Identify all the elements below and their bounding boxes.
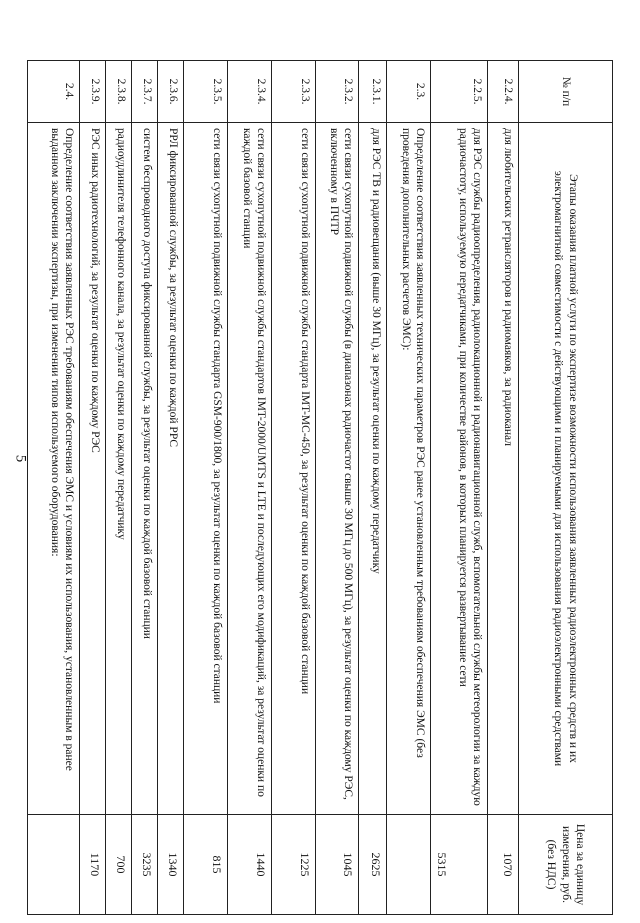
row-number: 2.3.1.: [359, 61, 387, 123]
row-price: 1170: [80, 815, 106, 915]
row-price: 3235: [132, 815, 158, 915]
row-number: 2.3.8.: [106, 61, 132, 123]
table-row: [80, 61, 106, 915]
table-row: [431, 61, 488, 915]
row-number: 2.3.5.: [184, 61, 228, 123]
row-price: 815: [184, 815, 228, 915]
row-text: РЭС иных радиотехнологий, за результат оценки по каждому РЭС: [80, 123, 106, 815]
price-table: [27, 60, 613, 915]
row-price: 5315: [431, 815, 488, 915]
page-number: 5: [12, 454, 29, 463]
header-number: № п/п: [519, 61, 613, 123]
row-price: [28, 815, 80, 915]
table-row: [228, 61, 272, 915]
table-header-row: [519, 61, 613, 915]
row-number: 2.3.6.: [158, 61, 184, 123]
table-row: [488, 61, 519, 915]
row-number: 2.3.: [387, 61, 431, 123]
header-price: Цена за единицу измерения, руб. (без НДС): [519, 815, 613, 915]
row-price: 1045: [316, 815, 359, 915]
row-text: РРЛ фиксированной службы, за результат оценки по каждой РРС: [158, 123, 184, 815]
row-number: 2.2.5.: [431, 61, 488, 123]
row-price: 1340: [158, 815, 184, 915]
row-price: 700: [106, 815, 132, 915]
row-price: [387, 815, 431, 915]
table-row: [272, 61, 316, 915]
table-row: [387, 61, 431, 915]
row-text: сети связи сухопутной подвижной службы (в диапазонах радиочастот свыше 30 МГц до 500 МГц), за результат оценки по каждому РЭС, включенному в ПЧТР: [316, 123, 359, 815]
header-stage: Этапы оказания платной услуги по экспертизе возможности использования заявленных радиоэлектронных средств и их электромагнитной совместимости с действующими и планируемыми для использования радиоэлектронными средствами: [519, 123, 613, 815]
row-number: 2.3.4.: [228, 61, 272, 123]
row-number: 2.3.9.: [80, 61, 106, 123]
table-row: [316, 61, 359, 915]
row-text: сети связи сухопутной подвижной службы стандарта GSM-900/1800, за результат оценки по каждой базовой станции: [184, 123, 228, 815]
table-row: [184, 61, 228, 915]
row-number: 2.3.2.: [316, 61, 359, 123]
row-price: 1440: [228, 815, 272, 915]
row-text: сети связи сухопутной подвижной службы стандарта IMT-MC-450, за результат оценки по каждой базовой станции: [272, 123, 316, 815]
row-number: 2.3.3.: [272, 61, 316, 123]
row-text: для РЭС службы радиоопределения, радиолокационной и радионавигационной служб, вспомогательной службы метеорологии за каждую радиочастоту, используемую передатчиками, при количестве районов, в которых планируется развертывание сети: [431, 123, 488, 815]
row-price: 2625: [359, 815, 387, 915]
row-text: Определение соответствия заявленных РЭС требованиям обеспечения ЭМС и условиям их использования, установленным в ранее выданном заключении экспертизы, при изменении типов используемого оборудования:: [28, 123, 80, 815]
row-text: Определение соответствия заявленных технических параметров РЭС ранее установленным требованиям обеспечения ЭМС (без проведения дополнительных расчетов ЭМС):: [387, 123, 431, 815]
row-text: для любительских ретрансляторов и радиомаяков, за радиоканал: [488, 123, 519, 815]
row-text: систем беспроводного доступа фиксированной службы, за результат оценки по каждой базовой станции: [132, 123, 158, 815]
row-number: 2.4.: [28, 61, 80, 123]
row-text: радиоудлинителя телефонного канала, за результат оценки по каждому передатчику: [106, 123, 132, 815]
row-text: для РЭС ТВ и радиовещания (выше 30 МГц), за результат оценки по каждому передатчику: [359, 123, 387, 815]
rotated-table-container: [48, 60, 613, 915]
row-number: 2.3.7.: [132, 61, 158, 123]
row-price: 1225: [272, 815, 316, 915]
table-row: [132, 61, 158, 915]
table-row: [106, 61, 132, 915]
table-row: [359, 61, 387, 915]
row-text: сети связи сухопутной подвижной службы стандартов IMT-2000/UMTS и LTE и последующих его модификаций, за результат оценки по каждой базовой станции: [228, 123, 272, 815]
row-price: 1070: [488, 815, 519, 915]
row-number: 2.2.4.: [488, 61, 519, 123]
table-row: [28, 61, 80, 915]
table-row: [158, 61, 184, 915]
